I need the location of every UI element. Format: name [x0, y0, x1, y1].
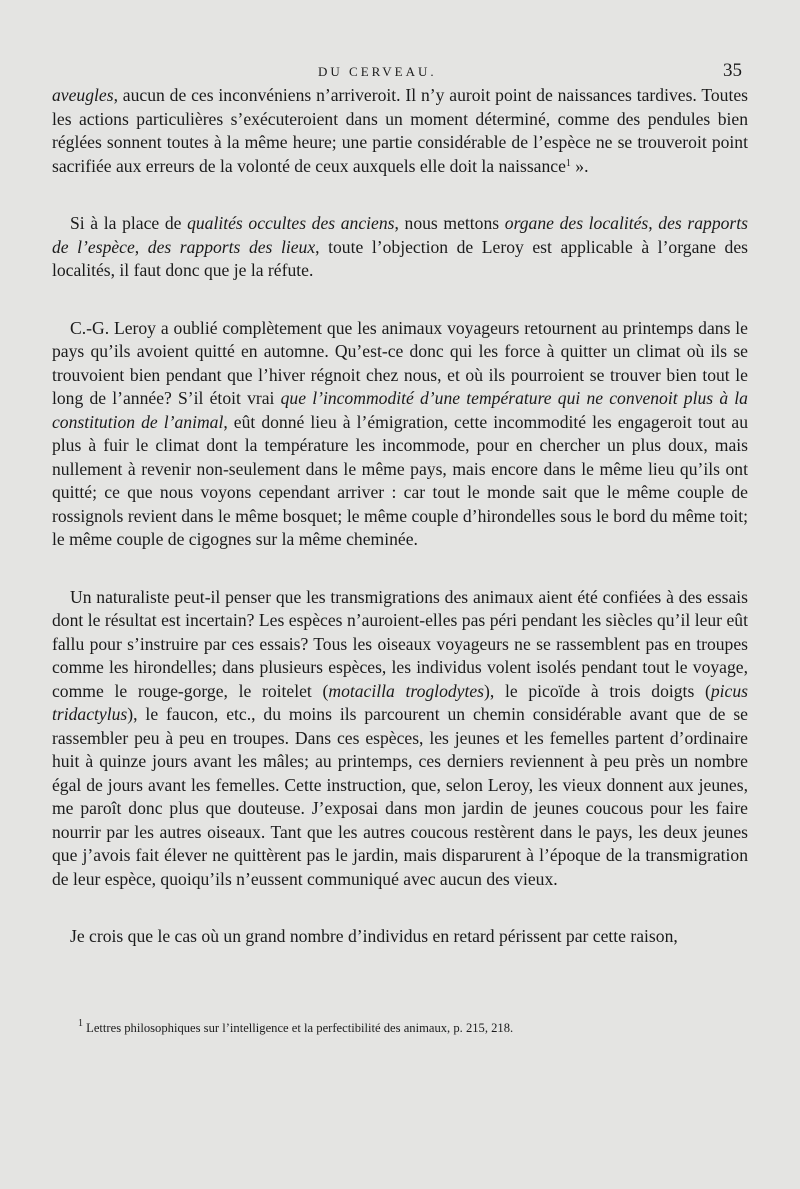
page-number: 35 [723, 60, 742, 81]
italic-text: organe des localités, des rapports de l’espèce [52, 213, 749, 257]
footnote-marker: 1 [78, 1018, 83, 1029]
paragraph [52, 317, 748, 552]
text-run: Si à la place de [70, 213, 188, 233]
running-title: DU CERVEAU. [318, 64, 437, 79]
footnote-reference: 1 [565, 157, 571, 169]
text-run: , aucun de ces inconvéniens n’arriveroit. Il n’y auroit point de naissances tardives. Toutes les actions particulières s’exécuteroient dans un moment déterminé, comme des pendules bien réglées sonnent toutes à la même heure; une partie considérable de l’espèce ne se trouveroit point sacrifiée aux erreurs de la volonté de ceux auxquels elle doit la naissance [52, 85, 748, 176]
italic-text: motacilla troglodytes [328, 680, 485, 701]
paragraph [52, 925, 748, 949]
paragraph [52, 586, 748, 892]
italic-text: qualités occultes des anciens [187, 213, 395, 233]
footnote-text: Lettres philosophiques sur l’intelligence et la perfectibilité des animaux, p. 215, 218. [83, 1021, 514, 1035]
text-run: , nous mettons [394, 213, 505, 233]
italic-text: que l’incommodité d’une température qui ne convenoit plus à la constitution de l’animal [52, 388, 748, 432]
text-run: , eût donné lieu à l’émigration, cette incommodité les engageroit tout au plus à fuir le climat dont la température les incommode, pour en chercher un plus doux, mais nullement à revenir non-seulement dans le même pays, mais encore dans le même lieu qu’ils ont quitté; ce que nous voyons cependant arriver : car tout le monde sait que le même couple de rossignols revient dans le même bosquet; le même couple d’hirondelles sous le bord du même toit; le même couple de cigognes sur la même cheminée. [52, 411, 748, 549]
text-run: ), le faucon, etc., du moins ils parcourent un chemin considérable avant que de se rassembler peu à peu en troupes. Dans ces espèces, les jeunes et les femelles partent d’ordinaire huit à quinze jours avant les mâles; au printemps, ces derniers reviennent à peu près un nombre égal de jours avant les femelles. Cette instruction, que, selon Leroy, les vieux donnent aux jeunes, me paroît donc plus que douteuse. J’exposai dans mon jardin de jeunes coucous pour les faire nourrir par les autres oiseaux. Tant que les autres coucous restèrent dans le pays, les deux jeunes que j’avois fait élever ne quittèrent pas le jardin, mais disparurent à l’époque de la transmigration de leur espèce, quoiqu’ils n’eussent communiqué avec aucun des vieux. [52, 704, 748, 889]
text-run: , toute l’objection de Leroy est applicable à l’organe des localités, il faut donc que je la réfute. [52, 236, 748, 280]
text-run: ), le picoïde à trois doigts ( [484, 680, 711, 701]
text-run: , [134, 236, 148, 257]
text-run: Je crois que le cas où un grand nombre d’individus en retard périssent par cette raison, [70, 926, 678, 946]
italic-text: picus tridactylus [52, 680, 748, 724]
paragraph [52, 212, 748, 283]
text-run: C.-G. Leroy a oublié complètement que les animaux voyageurs retournent au printemps dans le pays qu’ils avoient quitté en automne. Qu’est-ce donc qui les force à quitter un climat où ils se trouvoient bien pendant que l’hiver régnoit chez nous, et où ils pourroient se trouver bien tout le long de l’année? S’il étoit vrai [52, 317, 748, 408]
italic-text: des rapports des lieux [147, 236, 316, 257]
body-text [52, 84, 748, 949]
text-run: ». [570, 155, 589, 176]
paragraph-continued [52, 84, 748, 178]
italic-text: aveugles [52, 85, 114, 105]
text-run: Un naturaliste peut-il penser que les transmigrations des animaux aient été confiées à des essais dont le résultat est incertain? Les espèces n’auroient-elles pas péri pendant les siècles qu’il leur eût fallu pour s’instruire par ces essais? Tous les oiseaux voyageurs ne se rassemblent pas en troupes comme les hirondelles; dans plusieurs espèces, les individus volent isolés pendant tout le voyage, comme le rouge-gorge, le roitelet ( [52, 586, 748, 701]
footnote [78, 1020, 758, 1036]
